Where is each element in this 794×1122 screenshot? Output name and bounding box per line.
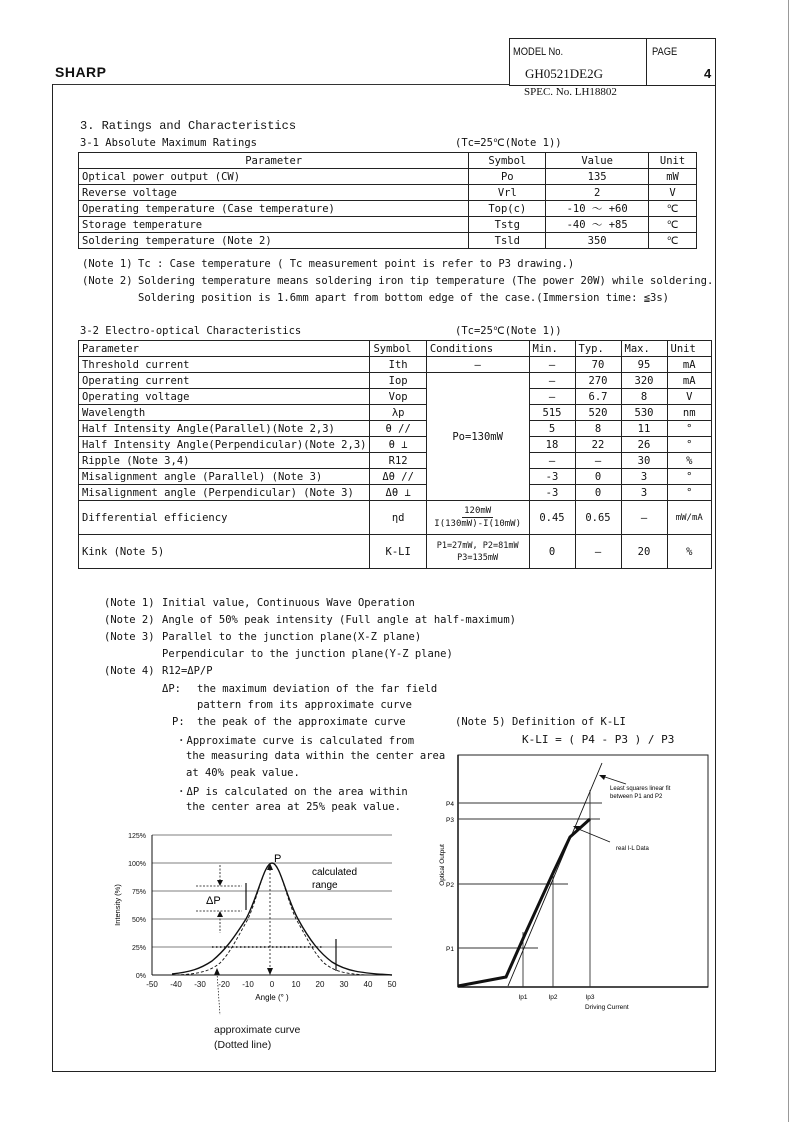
y-tick-labels <box>128 833 146 980</box>
note-2-label: (Note 2) <box>104 614 155 626</box>
abs-max-condition: (Tc=25℃(Note 1)) <box>455 137 562 149</box>
x-tick: 40 <box>363 980 373 989</box>
page-number: 4 <box>704 66 712 81</box>
cell-typ: 70 <box>575 357 621 373</box>
cell-value: -10 〜 +60 <box>546 201 649 217</box>
kink-cond-line2: P3=135mW <box>457 552 499 563</box>
note-4-text: R12=ΔP/P <box>162 665 213 677</box>
model-value: GH0521DE2G <box>525 66 603 81</box>
cell-value: 350 <box>546 233 649 249</box>
cell-symbol: R12 <box>370 453 426 469</box>
cell-conditions-fraction <box>426 501 529 535</box>
table-row <box>79 217 697 233</box>
col-symbol: Symbol <box>370 341 426 357</box>
note-4-label: (Note 4) <box>104 665 155 677</box>
cell-min: -3 <box>529 469 575 485</box>
cell-value: 135 <box>546 169 649 185</box>
bullet2-line1: ・ΔP is calculated on the area within <box>176 786 408 798</box>
cell-typ: 6.7 <box>575 389 621 405</box>
cell-value: 2 <box>546 185 649 201</box>
real-pointer <box>576 828 610 842</box>
cell-min: 18 <box>529 437 575 453</box>
calculated-range-label-2: range <box>312 880 338 891</box>
table-row <box>79 389 712 405</box>
cell-min: 0.45 <box>529 501 575 535</box>
abs-note-2-text: Soldering temperature means soldering iron tip temperature (The power 20W) while soldering. <box>138 275 714 287</box>
cell-value: -40 〜 +85 <box>546 217 649 233</box>
page-edge <box>788 0 789 1122</box>
cell-unit: ° <box>667 485 712 501</box>
cell-typ: 0.65 <box>575 501 621 535</box>
table-row <box>79 535 712 569</box>
fraction-numerator: 120mW <box>464 506 492 516</box>
dp-text1: the maximum deviation of the far field <box>197 683 438 695</box>
col-parameter: Parameter <box>79 341 370 357</box>
note-3-label: (Note 3) <box>104 631 155 643</box>
fit-label-2: between P1 and P2 <box>610 794 663 800</box>
cell-conditions: – <box>426 357 529 373</box>
approx-curve-sublabel: (Dotted line) <box>214 1039 272 1051</box>
cell-max: 530 <box>621 405 667 421</box>
cell-parameter: Operating voltage <box>79 389 370 405</box>
note-1-label: (Note 1) <box>104 597 155 609</box>
x-tick: 10 <box>291 980 301 989</box>
cell-symbol: Vop <box>370 389 426 405</box>
x-tick: 20 <box>315 980 325 989</box>
peak-label: P <box>274 853 282 865</box>
cell-unit: mW <box>649 169 697 185</box>
cell-typ: 8 <box>575 421 621 437</box>
current-lines <box>523 790 590 987</box>
y-level-labels <box>446 801 454 953</box>
chart-frame <box>458 755 708 987</box>
note-3-text: Parallel to the junction plane(X-Z plane) <box>162 631 422 643</box>
col-unit: Unit <box>667 341 712 357</box>
eo-table <box>78 340 712 569</box>
cell-parameter: Ripple (Note 3,4) <box>79 453 370 469</box>
dp-text2: pattern from its approximate curve <box>197 699 412 711</box>
cell-unit: nm <box>667 405 712 421</box>
cell-min: 5 <box>529 421 575 437</box>
cell-conditions-kink <box>426 535 529 569</box>
x-level-labels <box>518 994 594 1001</box>
y-tick: 0% <box>135 973 146 980</box>
x-axis-label: Driving Current <box>585 1004 629 1011</box>
note-1-text: Initial value, Continuous Wave Operation <box>162 597 415 609</box>
y-tick: 100% <box>128 861 146 868</box>
cell-unit: ° <box>667 469 712 485</box>
cell-unit: mA <box>667 357 712 373</box>
cell-unit: ℃ <box>649 217 697 233</box>
cell-symbol: K-LI <box>370 535 426 569</box>
cell-symbol: Tsld <box>469 233 546 249</box>
cell-unit: V <box>649 185 697 201</box>
cell-min: – <box>529 389 575 405</box>
brand-logo: SHARP <box>55 64 107 80</box>
y-tick: 75% <box>131 889 146 896</box>
abs-note-2-label: (Note 2) <box>82 275 133 287</box>
note-5-label: (Note 5) <box>455 716 506 728</box>
cell-parameter: Optical power output (CW) <box>79 169 469 185</box>
bullet2-line2: the center area at 25% peak value. <box>186 801 401 813</box>
cell-parameter: Reverse voltage <box>79 185 469 201</box>
abs-note-2-cont: Soldering position is 1.6mm apart from bottom edge of the case.(Immersion time: ≦3s) <box>138 292 670 304</box>
cell-shared-condition: Po=130mW <box>426 373 529 501</box>
cell-symbol: Po <box>469 169 546 185</box>
cell-symbol: Tstg <box>469 217 546 233</box>
x-tick: -30 <box>194 980 206 989</box>
y-tick: 125% <box>128 833 146 840</box>
cell-max: 8 <box>621 389 667 405</box>
arrow-icon <box>599 775 606 780</box>
cell-parameter: Threshold current <box>79 357 370 373</box>
page-label: PAGE <box>652 46 678 58</box>
cell-min: -3 <box>529 485 575 501</box>
p-label: P: <box>172 716 185 728</box>
cell-max: 20 <box>621 535 667 569</box>
x-tick: -40 <box>170 980 182 989</box>
table-row <box>79 485 712 501</box>
cell-symbol: θ // <box>370 421 426 437</box>
cell-min: – <box>529 453 575 469</box>
col-value: Value <box>546 153 649 169</box>
arrow-down-icon <box>267 968 273 975</box>
bullet1-line1: ・Approximate curve is calculated from <box>176 735 415 747</box>
far-field-chart <box>100 825 420 1015</box>
p3-label: P3 <box>446 817 454 824</box>
x-axis-label: Angle (° ) <box>255 993 289 1002</box>
cell-symbol: Top(c) <box>469 201 546 217</box>
table-row <box>79 501 712 535</box>
eo-condition: (Tc=25℃(Note 1)) <box>455 325 562 337</box>
cell-min: – <box>529 357 575 373</box>
calculated-range-label: calculated <box>312 867 358 878</box>
cell-min: 515 <box>529 405 575 421</box>
cell-parameter: Wavelength <box>79 405 370 421</box>
fraction-denominator: I(130mW)-I(10mW) <box>434 519 521 529</box>
cell-parameter: Misalignment angle (Parallel) (Note 3) <box>79 469 370 485</box>
table-row <box>79 373 712 389</box>
x-tick: 50 <box>387 980 397 989</box>
cell-parameter: Kink (Note 5) <box>79 535 370 569</box>
ip1-label: Ip1 <box>518 994 528 1001</box>
abs-note-1-text: Tc : Case temperature ( Tc measurement point is refer to P3 drawing.) <box>138 258 575 270</box>
bullet1-line2: the measuring data within the center area <box>186 750 446 762</box>
cell-max: – <box>621 501 667 535</box>
col-parameter: Parameter <box>79 153 469 169</box>
p-text: the peak of the approximate curve <box>197 716 406 728</box>
cell-max: 95 <box>621 357 667 373</box>
section-title: 3. Ratings and Characteristics <box>80 119 297 133</box>
table-row <box>79 453 712 469</box>
cell-symbol: λp <box>370 405 426 421</box>
abs-max-table <box>78 152 697 249</box>
ip3-label: Ip3 <box>585 994 595 1001</box>
x-tick: 30 <box>339 980 349 989</box>
abs-max-title: 3-1 Absolute Maximum Ratings <box>80 137 258 149</box>
table-row <box>79 437 712 453</box>
cell-typ: – <box>575 535 621 569</box>
col-min: Min. <box>529 341 575 357</box>
cell-symbol: Δθ ⊥ <box>370 485 426 501</box>
note-2-text: Angle of 50% peak intensity (Full angle at half-maximum) <box>162 614 517 626</box>
arrow-down-icon <box>217 880 223 886</box>
p2-label: P2 <box>446 882 454 889</box>
cell-parameter: Misalignment angle (Perpendicular) (Note 3) <box>79 485 370 501</box>
col-conditions: Conditions <box>426 341 529 357</box>
cell-typ: 520 <box>575 405 621 421</box>
table-row <box>79 201 697 217</box>
table-row <box>79 405 712 421</box>
table-row <box>79 421 712 437</box>
arrow-up-icon <box>217 911 223 917</box>
kink-cond-line1: P1=27mW, P2=81mW <box>436 540 519 551</box>
col-max: Max. <box>621 341 667 357</box>
cell-unit: ° <box>667 421 712 437</box>
cell-unit: % <box>667 453 712 469</box>
ip2-label: Ip2 <box>548 994 558 1001</box>
cell-typ: 22 <box>575 437 621 453</box>
cell-unit: % <box>667 535 712 569</box>
bullet1-line3: at 40% peak value. <box>186 767 300 779</box>
abs-note-1-label: (Note 1) <box>82 258 133 270</box>
cell-max: 3 <box>621 485 667 501</box>
cell-max: 26 <box>621 437 667 453</box>
real-il-label: real I-L Data <box>616 846 649 852</box>
real-il-curve <box>458 819 590 986</box>
dp-label: ΔP: <box>162 683 181 695</box>
cell-symbol: Iop <box>370 373 426 389</box>
fit-label: Least squares linear fit <box>610 786 671 792</box>
cell-parameter: Half Intensity Angle(Parallel)(Note 2,3) <box>79 421 370 437</box>
cell-max: 11 <box>621 421 667 437</box>
y-tick: 25% <box>131 945 146 952</box>
cell-max: 3 <box>621 469 667 485</box>
col-symbol: Symbol <box>469 153 546 169</box>
table-header <box>79 153 697 169</box>
cell-unit: ° <box>667 437 712 453</box>
cell-symbol: Ith <box>370 357 426 373</box>
cell-symbol: θ ⊥ <box>370 437 426 453</box>
x-tick-labels <box>146 980 397 989</box>
table-row <box>79 169 697 185</box>
spec-number: SPEC. No. LH18802 <box>524 86 617 98</box>
cell-parameter: Differential efficiency <box>79 501 370 535</box>
cell-parameter: Half Intensity Angle(Perpendicular)(Note 2,3) <box>79 437 370 453</box>
cell-typ: – <box>575 453 621 469</box>
cell-unit: ℃ <box>649 233 697 249</box>
cell-parameter: Operating temperature (Case temperature) <box>79 201 469 217</box>
cell-typ: 270 <box>575 373 621 389</box>
eo-title: 3-2 Electro-optical Characteristics <box>80 325 302 337</box>
cell-unit: V <box>667 389 712 405</box>
cell-symbol: ηd <box>370 501 426 535</box>
table-row <box>79 357 712 373</box>
cell-typ: 0 <box>575 485 621 501</box>
col-typ: Typ. <box>575 341 621 357</box>
x-tick: -10 <box>242 980 254 989</box>
cell-max: 30 <box>621 453 667 469</box>
table-row <box>79 233 697 249</box>
col-unit: Unit <box>649 153 697 169</box>
y-axis-label: Optical Output <box>439 844 446 886</box>
x-tick: -50 <box>146 980 158 989</box>
model-label: MODEL No. <box>513 46 564 58</box>
note-5-title: Definition of K-LI <box>512 716 626 728</box>
kli-formula: K-LI = ( P4 - P3 ) / P3 <box>522 733 675 746</box>
cell-min: – <box>529 373 575 389</box>
y-tick: 50% <box>131 917 146 924</box>
cell-parameter: Storage temperature <box>79 217 469 233</box>
approx-curve-label: approximate curve <box>214 1024 301 1036</box>
table-header <box>79 341 712 357</box>
table-row <box>79 185 697 201</box>
cell-typ: 0 <box>575 469 621 485</box>
x-tick: -20 <box>218 980 230 989</box>
cell-unit: mW/mA <box>667 501 712 535</box>
cell-max: 320 <box>621 373 667 389</box>
cell-min: 0 <box>529 535 575 569</box>
table-row <box>79 469 712 485</box>
cell-symbol: Δθ // <box>370 469 426 485</box>
fit-pointer <box>602 776 626 784</box>
cell-parameter: Soldering temperature (Note 2) <box>79 233 469 249</box>
p1-label: P1 <box>446 946 454 953</box>
linear-fit-line <box>508 763 602 986</box>
y-axis-label: Intensity (%) <box>113 884 122 926</box>
kink-chart <box>430 750 715 1020</box>
cell-parameter: Operating current <box>79 373 370 389</box>
cell-symbol: Vrl <box>469 185 546 201</box>
delta-p-label: ΔP <box>206 895 221 907</box>
cell-unit: mA <box>667 373 712 389</box>
x-tick: 0 <box>269 980 275 989</box>
cell-unit: ℃ <box>649 201 697 217</box>
p4-label: P4 <box>446 801 454 808</box>
note-3-cont: Perpendicular to the junction plane(Y-Z plane) <box>162 648 453 660</box>
gridlines <box>152 835 392 947</box>
